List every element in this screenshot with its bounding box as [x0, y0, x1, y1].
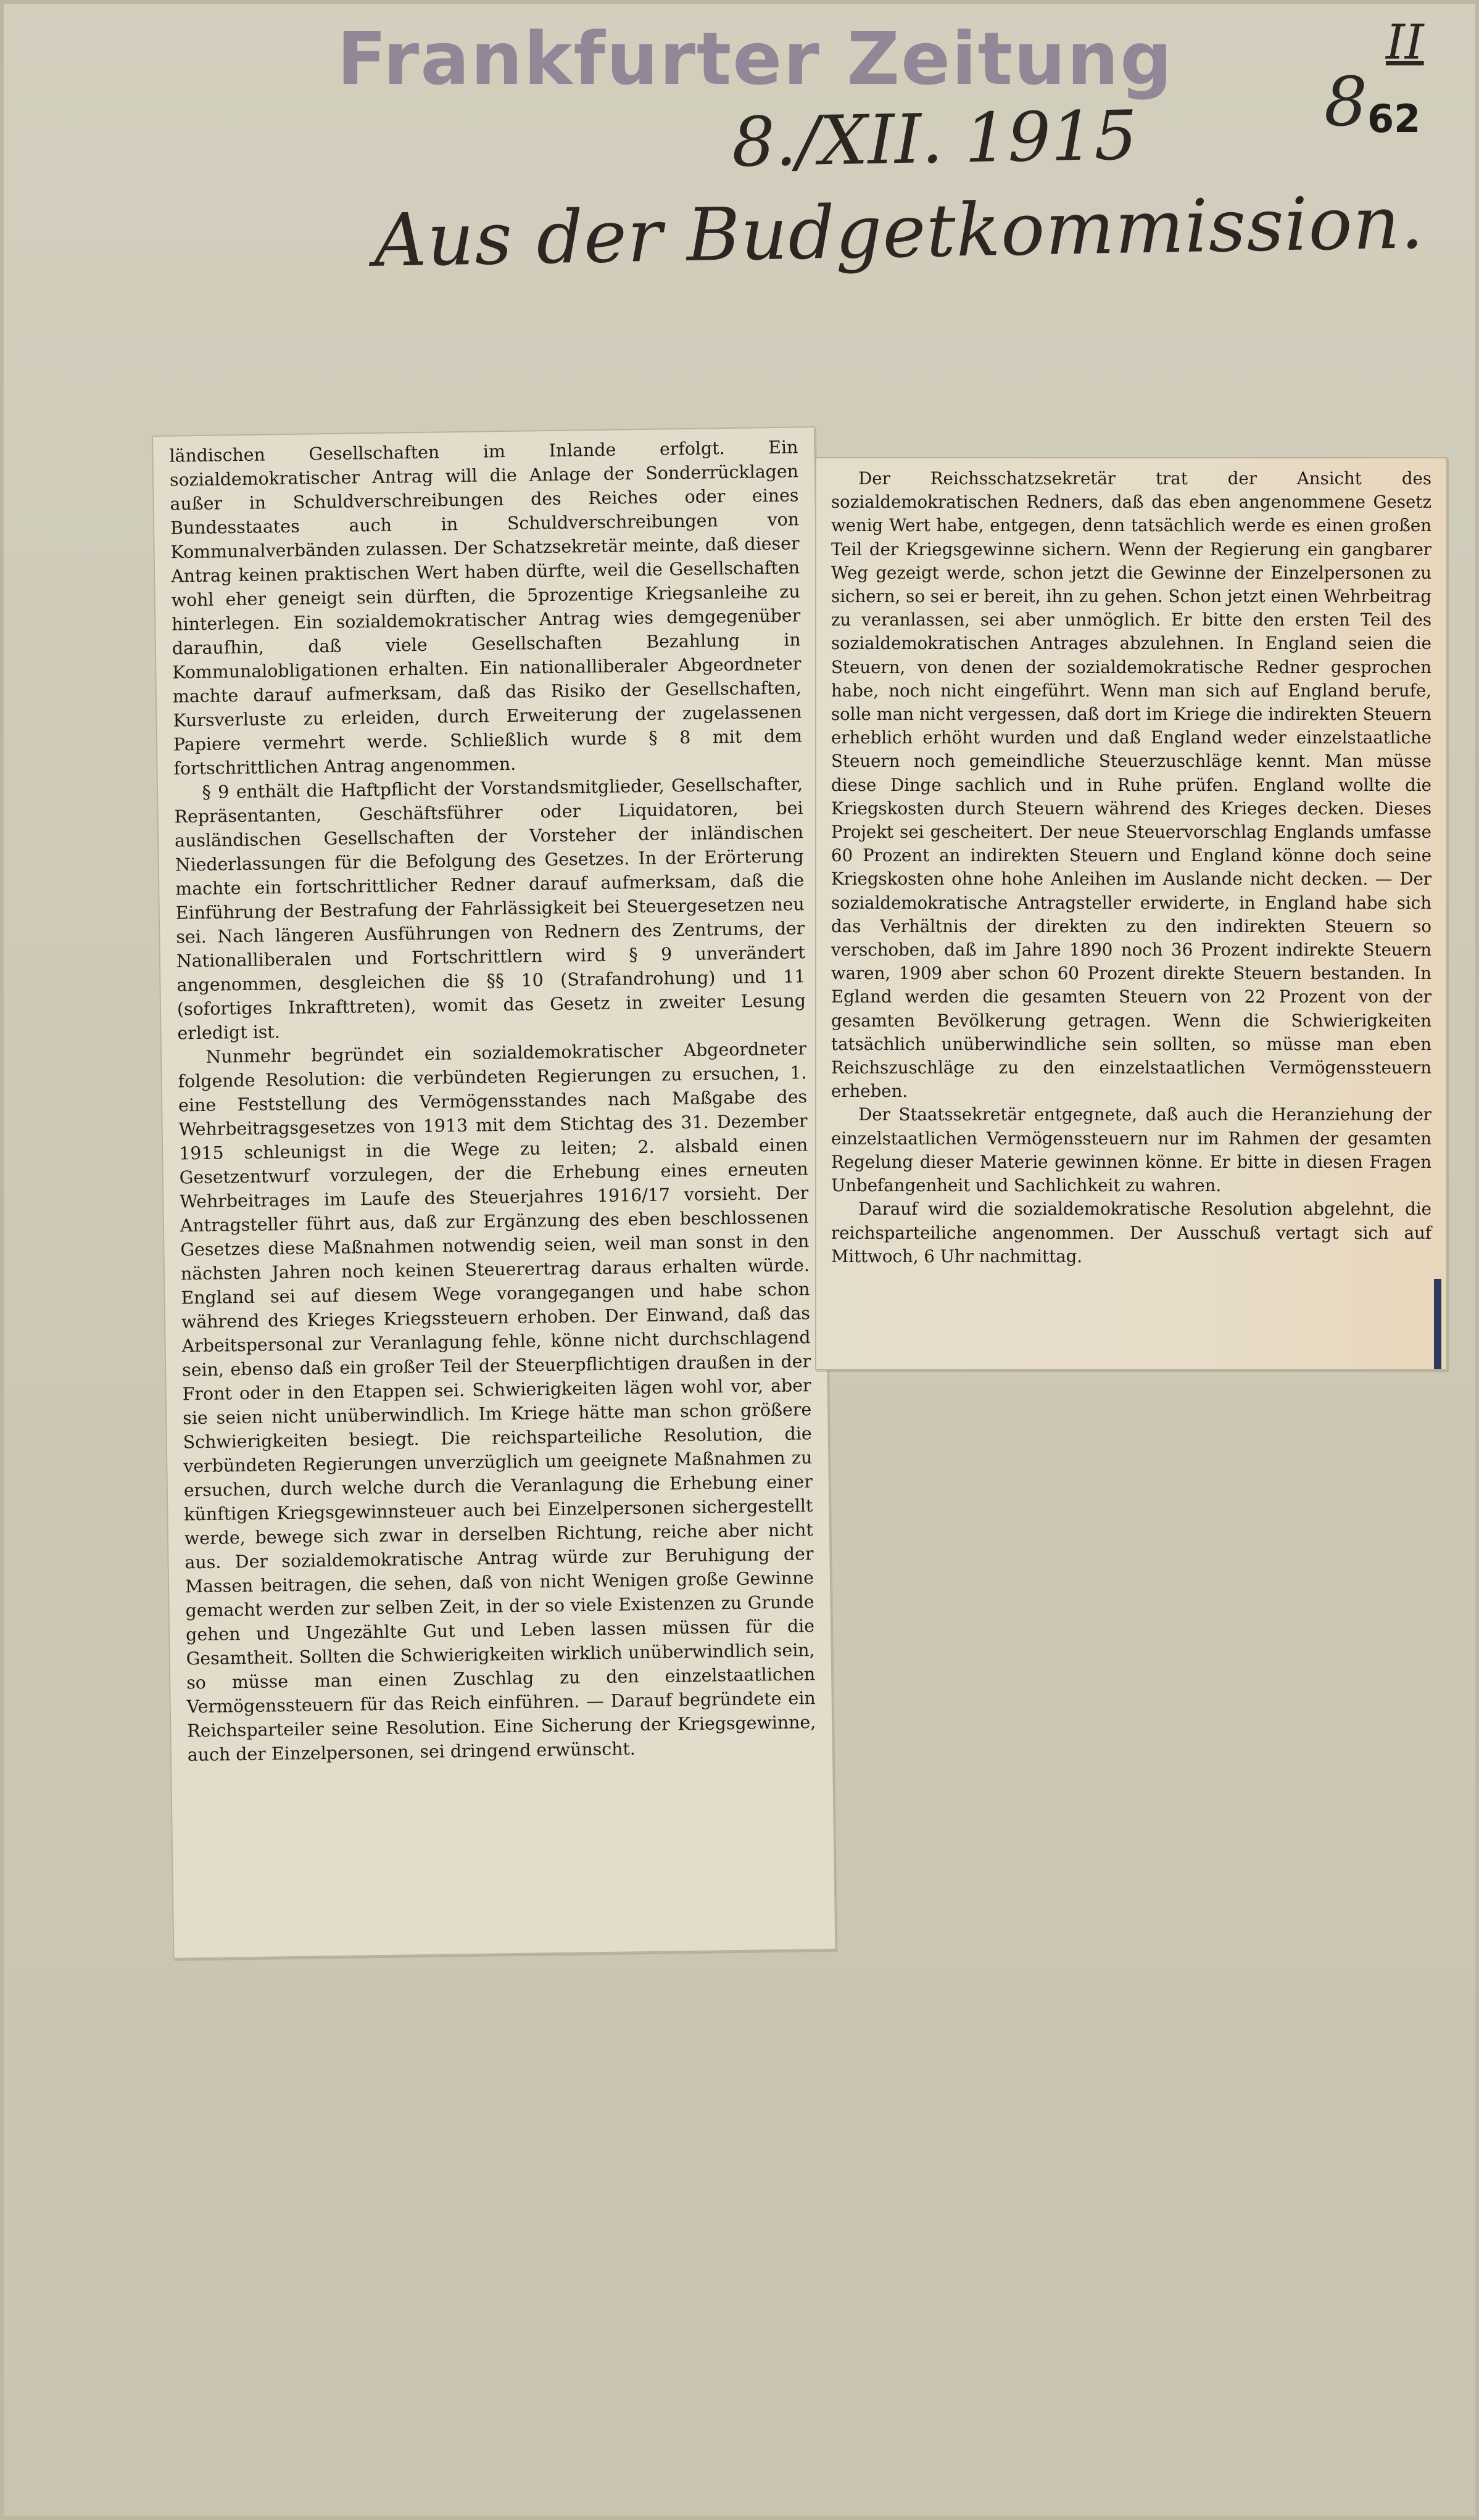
blue-pencil-mark [1434, 1279, 1441, 1370]
article-paragraph: Der Reichsschatzsekretär trat der Ansicht des sozialdemokratischen Redners, daß das eben angenommene Gesetz wenig Wert habe, entgegen, denn tatsächlich werde es einen großen Teil der Kriegsgewinne sichern. Wenn der Regierung ein gangbarer Weg gezeigt werde, schon jetzt die Gewinne der Einzelpersonen zu sichern, so sei er bereit, ihn zu gehen. Schon jetzt einen Wehrbeitrag zu veranlassen, sei aber unmöglich. Er bitte den ersten Teil des sozialdemokratischen Antrages abzulehnen. In England seien die Steuern, von denen der sozialdemokratische Redner gesprochen habe, noch nicht eingeführt. Wenn man sich auf England berufe, solle man nicht vergessen, daß dort im Kriege die indirekten Steuern erheblich erhöht wurden und daß England weder einzelstaatliche Steuern noch gemeindliche Steuerzuschläge kennt. Man müsse diese Dinge sachlich und in Ruhe prüfen. England wollte die Kriegskosten durch Steuern während des Krieges decken. Dieses Projekt sei gescheitert. Der neue Steuervorschlag Englands umfasse 60 Prozent an indirekten Steuern und England könne doch seine Kriegskosten ohne hohe Anleihen im Auslande nicht decken. — Der sozialdemokratische Antragsteller erwiderte, in England habe sich das Verhältnis der direkten zu den indirekten Steuern so verschoben, daß im Jahre 1890 noch 36 Prozent indirekte Steuern waren, 1909 aber schon 60 Prozent direkte Steuern bestanden. In Egland werden die gesamten Steuern von 22 Prozent von der gesamten Bevölkerung getragen. Wenn die Schwierigkeiten tatsächlich unüberwindliche sein sollten, so müsse man eben Reichszuschläge zu den einzelstaatlichen Vermögenssteuern erheben. [831, 468, 1431, 1102]
article-paragraph: Darauf wird die sozialdemokratische Resolution abgelehnt, die reichsparteiliche angenommen. Der Ausschuß vertagt sich auf Mittwoch, 6 Uhr nachmittag. [831, 1199, 1431, 1266]
article-paragraph: § 9 enthält die Haftpflicht der Vorstandsmitglieder, Gesellschafter, Repräsentanten, Geschäftsführer oder Liquidatoren, bei ausländischen Gesellschaften der Vorsteher der inländischen Niederlassungen für die Befolgung des Gesetzes. In der Erörterung machte ein fortschrittlicher Redner darauf aufmerksam, daß die Einführung der Bestrafung der Fahrlässigkeit bei Steuergesetzen neu sei. Nach längeren Ausführungen von Rednern des Zentrums, der Nationalliberalen und Fortschrittlern wird § 9 unverändert angenommen, desgleichen die §§ 10 (Strafandrohung) und 11 (sofortiges Inkrafttreten), womit das Gesetz in zweiter Lesung erledigt ist. [174, 774, 806, 1044]
handwritten-date: 8./XII. 1915 [731, 96, 1138, 182]
archive-mark-roman: II [1386, 15, 1424, 70]
article-paragraph: Der Staatssekretär entgegnete, daß auch die Heranziehung der einzelstaatlichen Vermögenssteuern nur im Rahmen der gesamten Regelung dieser Materie gewinnen könne. Er bitte in diesen Fragen Unbefangenheit und Sachlichkeit zu wahren. [831, 1104, 1431, 1196]
article-paragraph: Nunmehr begründet ein sozialdemokratischer Abgeordneter folgende Resolution: die verbündeten Regierungen zu ersuchen, 1. eine Feststellung des Vermögensstandes nach Maßgabe des Wehrbeitragsgesetzes von 1913 mit dem Stichtag des 31. Dezember 1915 schleunigst in die Wege zu leiten; 2. alsbald einen Gesetzentwurf vorzulegen, der die Erhebung eines erneuten Wehrbeitrages im Laufe des Steuerjahres 1916/17 vorsieht. Der Antragsteller führt aus, daß zur Ergänzung des eben beschlossenen Gesetzes diese Maßnahmen notwendig seien, weil man sonst in den nächsten Jahren noch keinen Steuerertrag daraus erhalten würde. England sei auf diesem Wege vorangegangen und habe schon während des Krieges Kriegssteuern erhoben. Der Einwand, daß das Arbeitspersonal zur Veranlagung fehle, könne nicht durchschlagend sein, ebenso daß ein großer Teil der Steuerpflichtigen draußen in der Front oder in den Etappen sei. Schwierigkeiten lägen wohl vor, aber sie seien nicht unüberwindlich. Im Kriege hätte man schon größere Schwierigkeiten besiegt. Die reichsparteiliche Resolution, die verbündeten Regierungen unverzüglich um geeignete Maßnahmen zu ersuchen, durch welche durch die Veranlagung die Erhebung einer künftigen Kriegsgewinnsteuer auch bei Einzelpersonen sichergestellt werde, bewege sich zwar in derselben Richtung, reiche aber nicht aus. Der sozialdemokratische Antrag würde zur Beruhigung der Massen beitragen, die sehen, daß von nicht Wenigen große Gewinne gemacht werden zur selben Zeit, in der so viele Existenzen zu Grunde gehen und Ungezählte Gut und Leben lassen müssen für die Gesamtheit. Sollten die Schwierigkeiten wirklich unüberwindlich sein, so müsse man einen Zuschlag zu den einzelstaatlichen Vermögenssteuern für das Reich einführen. — Darauf begründete ein Reichsparteiler seine Resolution. Eine Sicherung der Kriegsgewinne, auch der Einzelpersonen, sei dringend erwünscht. [178, 1038, 816, 1766]
clipping-left-column [152, 426, 836, 1959]
handwritten-heading: Aus der Budgetkommission. [373, 180, 1425, 283]
article-paragraph: ländischen Gesellschaften im Inlande erfolgt. Ein sozialdemokratischer Antrag will die Anlage der Sonderrücklagen außer in Schuldverschreibungen des Reiches oder eines Bundesstaates auch in Schuldverschreibungen von Kommunalverbänden zulassen. Der Schatzsekretär meinte, daß dieser Antrag keinen praktischen Wert haben dürfte, weil die Gesellschaften wohl eher geneigt sein dürften, die 5prozentige Kriegsanleihe zu hinterlegen. Ein sozialdemokratischer Antrag wies demgegenüber daraufhin, daß viele Gesellschaften Bezahlung in Kommunalobligationen erhalten. Ein nationalliberaler Abgeordneter machte darauf aufmerksam, daß das Risiko der Gesellschaften, Kursverluste zu erleiden, durch Erweiterung der zugelassenen Papiere vermehrt werde. Schließlich wurde § 8 mit dem fortschrittlichen Antrag angenommen. [169, 437, 803, 779]
page-number: 62 [1367, 96, 1421, 141]
archive-mark-number: 8 [1324, 62, 1367, 141]
clipping-right-column [815, 457, 1448, 1370]
newspaper-stamp: Frankfurter Zeitung [337, 16, 1174, 101]
